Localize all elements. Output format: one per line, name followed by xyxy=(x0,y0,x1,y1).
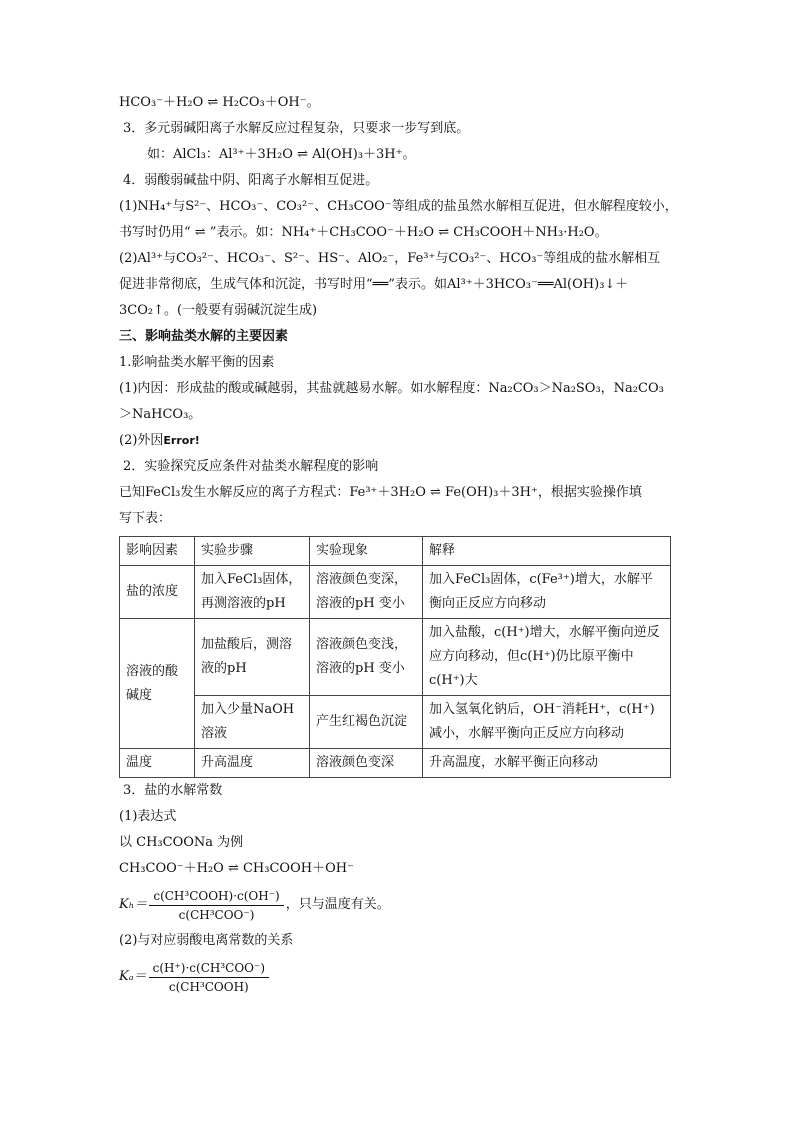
table-cell-step: 加入FeCl₃固体，再测溶液的pH xyxy=(195,566,310,619)
point-3-text: 3．多元弱碱阳离子水解反应过程复杂，只要求一步写到底。 xyxy=(123,121,470,136)
internal-factor-line1: (1)内因：形成盐的酸或碱越弱，其盐就越易水解。如水解程度：Na₂CO₃＞Na₂SO₃，Na₂CO₃ xyxy=(119,381,664,396)
ka-numerator: c(H⁺)·c(CH³COO⁻) xyxy=(149,959,269,978)
subheading-1: 1.影响盐类水解平衡的因素 xyxy=(119,355,275,370)
equation-acetate-hydrolysis: CH₃COO⁻＋H₂O ⇌ CH₃COOH＋OH⁻ xyxy=(119,861,354,876)
section-heading-3: 三、影响盐类水解的主要因素 xyxy=(119,329,289,344)
point-4-2-line2: 促进非常彻底，生成气体和沉淀，书写时用“══”表示。如Al³⁺＋3HCO₃⁻══Al(OH)₃↓＋ xyxy=(119,277,629,292)
table-cell-phenomenon: 溶液颜色变深 xyxy=(310,749,423,778)
table-row xyxy=(120,749,671,778)
example-alcl3: 如：AlCl₃：Al³⁺＋3H₂O ⇌ Al(OH)₃＋3H⁺。 xyxy=(147,147,416,162)
point-4-2-line3: 3CO₂↑。(一般要有弱碱沉淀生成) xyxy=(119,303,318,318)
ka-symbol: Kₐ＝ xyxy=(119,969,147,984)
hydrolysis-factors-table xyxy=(119,536,671,778)
table-cell-phenomenon: 产生红褐色沉淀 xyxy=(310,696,423,749)
internal-factor-line2: ＞NaHCO₃。 xyxy=(119,407,202,422)
table-cell-factor: 温度 xyxy=(120,749,195,778)
kh-symbol: Kₕ＝ xyxy=(119,897,148,912)
error-text: Error! xyxy=(163,434,200,447)
kh-numerator: c(CH³COOH)·c(OH⁻) xyxy=(149,887,283,906)
ka-formula xyxy=(119,954,679,1000)
table-header-cell: 实验现象 xyxy=(310,537,423,566)
kh-note: ，只与温度有关。 xyxy=(285,897,390,912)
table-cell-step: 升高温度 xyxy=(195,749,310,778)
ka-fraction xyxy=(149,959,269,996)
table-header-cell: 影响因素 xyxy=(120,537,195,566)
expression-heading: (1)表达式 xyxy=(119,809,177,824)
table-row xyxy=(120,566,671,619)
point-4-2-line1: (2)Al³⁺与CO₃²⁻、HCO₃⁻、S²⁻、HS⁻、AlO₂⁻，Fe³⁺与CO₃²⁻、HCO₃⁻等组成的盐水解相互 xyxy=(119,251,661,266)
fecl3-intro-line2: 写下表： xyxy=(119,511,172,526)
example-ch3coona: 以 CH₃COONa 为例 xyxy=(119,835,244,850)
point-4-text: 4．弱酸弱碱盐中阴、阳离子水解相互促进。 xyxy=(123,173,379,188)
table-cell-phenomenon: 溶液颜色变深，溶液的pH 变小 xyxy=(310,566,423,619)
table-cell-factor: 溶液的酸碱度 xyxy=(120,619,195,749)
table-cell-phenomenon: 溶液颜色变浅，溶液的pH 变小 xyxy=(310,619,423,696)
kh-formula xyxy=(119,882,679,928)
ka-denominator: c(CH³COOH) xyxy=(168,979,249,994)
kh-denominator: c(CH³COO⁻) xyxy=(178,907,255,922)
table-header-row xyxy=(120,537,671,566)
subheading-3: 3．盐的水解常数 xyxy=(123,783,223,798)
table-cell-explain: 加入FeCl₃固体，c(Fe³⁺)增大，水解平衡向正反应方向移动 xyxy=(423,566,671,619)
external-factor-line xyxy=(119,428,679,454)
point-4-1-line2: 书写时仍用“ ⇌ ”表示。如：NH₄⁺＋CH₃COO⁻＋H₂O ⇌ CH₃COOH＋NH₃·H₂O。 xyxy=(119,225,608,240)
point-4-1-line1: (1)NH₄⁺与S²⁻、HCO₃⁻、CO₃²⁻、CH₃COO⁻等组成的盐虽然水解相互促进，但水解程度较小， xyxy=(119,199,678,214)
table-cell-step: 加盐酸后，测溶液的pH xyxy=(195,619,310,696)
relation-heading: (2)与对应弱酸电离常数的关系 xyxy=(119,933,294,948)
table-row xyxy=(120,619,671,696)
table-cell-explain: 加入盐酸，c(H⁺)增大，水解平衡向逆反应方向移动，但c(H⁺)仍比原平衡中c(H⁺)大 xyxy=(423,619,671,696)
equation-hco3-hydrolysis: HCO₃⁻＋H₂O ⇌ H₂CO₃＋OH⁻。 xyxy=(119,95,320,110)
table-header-cell: 解释 xyxy=(423,537,671,566)
subheading-2: 2．实验探究反应条件对盐类水解程度的影响 xyxy=(123,459,379,474)
fecl3-intro-line1: 已知FeCl₃发生水解反应的离子方程式：Fe³⁺＋3H₂O ⇌ Fe(OH)₃＋3H⁺，根据实验操作填 xyxy=(119,485,642,500)
external-factor-label: (2)外因 xyxy=(119,433,164,448)
table-cell-explain: 加入氢氧化钠后，OH⁻消耗H⁺，c(H⁺)减小，水解平衡向正反应方向移动 xyxy=(423,696,671,749)
table-row xyxy=(120,696,671,749)
table-cell-factor: 盐的浓度 xyxy=(120,566,195,619)
kh-fraction xyxy=(149,887,283,924)
table-cell-explain: 升高温度，水解平衡正向移动 xyxy=(423,749,671,778)
table-header-cell: 实验步骤 xyxy=(195,537,310,566)
table-cell-step: 加入少量NaOH溶液 xyxy=(195,696,310,749)
document-body xyxy=(119,90,679,1000)
